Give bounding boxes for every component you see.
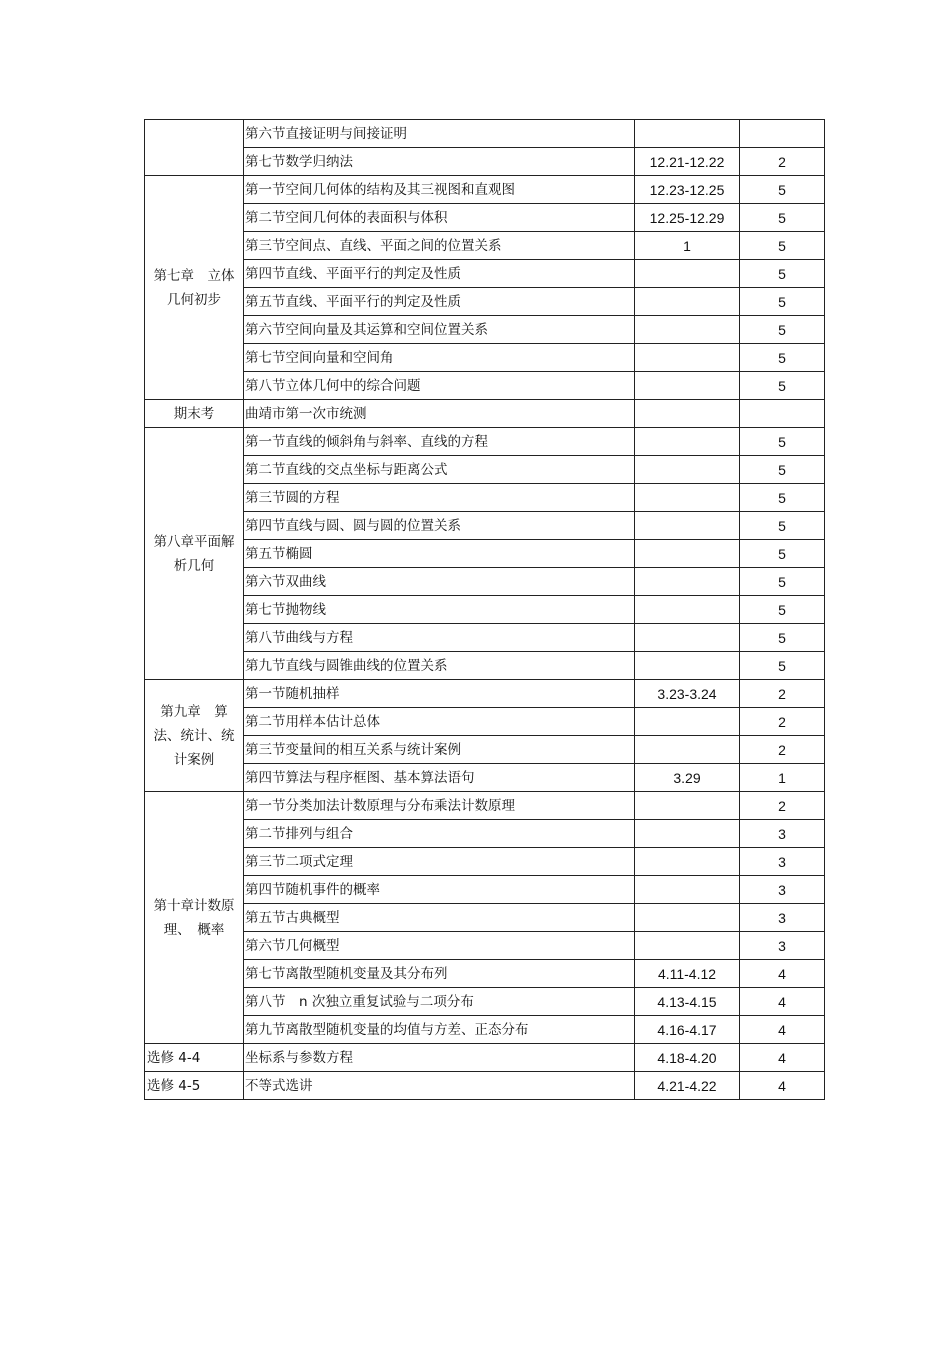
topic-cell: 第七节抛物线 [244, 596, 635, 624]
topic-cell: 第五节椭圆 [244, 540, 635, 568]
date-cell [635, 820, 740, 848]
chapter-label: 第十章计数原理、 概率 [153, 897, 235, 938]
hours-cell: 4 [740, 1072, 825, 1100]
topic-cell: 曲靖市第一次市统测 [244, 400, 635, 428]
hours-cell: 5 [740, 428, 825, 456]
chapter-label: 第七章 立体几何初步 [153, 267, 235, 308]
chapter-cell [145, 428, 244, 680]
hours-cell: 3 [740, 904, 825, 932]
table-row [145, 596, 825, 624]
table-row [145, 848, 825, 876]
table-row [145, 148, 825, 176]
topic-cell: 不等式选讲 [244, 1072, 635, 1100]
hours-cell: 5 [740, 316, 825, 344]
topic-cell: 第三节变量间的相互关系与统计案例 [244, 736, 635, 764]
topic-cell: 第七节空间向量和空间角 [244, 344, 635, 372]
date-cell: 12.25-12.29 [635, 204, 740, 232]
hours-cell: 3 [740, 848, 825, 876]
chapter-cell [145, 1072, 244, 1100]
hours-cell: 5 [740, 344, 825, 372]
table-row [145, 652, 825, 680]
date-cell [635, 736, 740, 764]
hours-cell: 4 [740, 1016, 825, 1044]
table-row [145, 680, 825, 708]
hours-cell: 4 [740, 960, 825, 988]
date-cell [635, 120, 740, 148]
schedule-body [145, 120, 825, 1100]
chapter-cell [145, 120, 244, 176]
topic-cell: 第九节离散型随机变量的均值与方差、正态分布 [244, 1016, 635, 1044]
hours-cell: 2 [740, 148, 825, 176]
hours-cell: 4 [740, 988, 825, 1016]
table-row [145, 1072, 825, 1100]
chapter-label: 第九章 算法、统计、统计案例 [153, 703, 235, 768]
topic-cell: 第一节直线的倾斜角与斜率、直线的方程 [244, 428, 635, 456]
date-cell [635, 932, 740, 960]
topic-cell: 第四节直线与圆、圆与圆的位置关系 [244, 512, 635, 540]
table-row [145, 204, 825, 232]
date-cell [635, 652, 740, 680]
date-cell [635, 568, 740, 596]
hours-cell: 5 [740, 456, 825, 484]
hours-cell: 2 [740, 792, 825, 820]
hours-cell: 5 [740, 232, 825, 260]
table-row [145, 428, 825, 456]
topic-cell: 第三节空间点、直线、平面之间的位置关系 [244, 232, 635, 260]
topic-cell: 第三节二项式定理 [244, 848, 635, 876]
table-row [145, 960, 825, 988]
hours-cell: 2 [740, 708, 825, 736]
date-cell [635, 540, 740, 568]
date-cell: 12.21-12.22 [635, 148, 740, 176]
date-cell [635, 400, 740, 428]
date-cell: 3.23-3.24 [635, 680, 740, 708]
date-cell: 12.23-12.25 [635, 176, 740, 204]
hours-cell: 5 [740, 540, 825, 568]
date-cell [635, 512, 740, 540]
date-cell: 4.16-4.17 [635, 1016, 740, 1044]
schedule-table [144, 119, 825, 1100]
topic-cell: 第二节用样本估计总体 [244, 708, 635, 736]
date-cell: 4.21-4.22 [635, 1072, 740, 1100]
chapter-label: 第八章平面解析几何 [153, 533, 235, 574]
hours-cell: 5 [740, 260, 825, 288]
table-row [145, 904, 825, 932]
topic-cell: 第四节算法与程序框图、基本算法语句 [244, 764, 635, 792]
date-cell [635, 372, 740, 400]
date-cell: 4.11-4.12 [635, 960, 740, 988]
table-row [145, 512, 825, 540]
hours-cell: 5 [740, 652, 825, 680]
hours-cell: 5 [740, 484, 825, 512]
topic-cell: 第八节 n 次独立重复试验与二项分布 [244, 988, 635, 1016]
table-row [145, 1016, 825, 1044]
hours-cell: 3 [740, 876, 825, 904]
table-row [145, 820, 825, 848]
hours-cell: 5 [740, 176, 825, 204]
date-cell: 3.29 [635, 764, 740, 792]
chapter-cell [145, 1044, 244, 1072]
date-cell [635, 596, 740, 624]
table-row [145, 232, 825, 260]
topic-cell: 第六节双曲线 [244, 568, 635, 596]
topic-cell: 第六节空间向量及其运算和空间位置关系 [244, 316, 635, 344]
topic-cell: 第四节直线、平面平行的判定及性质 [244, 260, 635, 288]
table-row [145, 764, 825, 792]
table-row [145, 372, 825, 400]
chapter-label: 选修 4-4 [147, 1049, 201, 1066]
topic-cell: 第九节直线与圆锥曲线的位置关系 [244, 652, 635, 680]
topic-cell: 第八节曲线与方程 [244, 624, 635, 652]
topic-cell: 第二节直线的交点坐标与距离公式 [244, 456, 635, 484]
topic-cell: 第三节圆的方程 [244, 484, 635, 512]
table-row [145, 708, 825, 736]
chapter-cell [145, 400, 244, 428]
date-cell: 4.18-4.20 [635, 1044, 740, 1072]
topic-cell: 第七节离散型随机变量及其分布列 [244, 960, 635, 988]
date-cell [635, 456, 740, 484]
date-cell [635, 876, 740, 904]
topic-cell: 第六节几何概型 [244, 932, 635, 960]
topic-cell: 第八节立体几何中的综合问题 [244, 372, 635, 400]
topic-cell: 第五节直线、平面平行的判定及性质 [244, 288, 635, 316]
table-row [145, 484, 825, 512]
table-row [145, 568, 825, 596]
chapter-label: 选修 4-5 [147, 1077, 201, 1094]
table-row [145, 456, 825, 484]
table-row [145, 736, 825, 764]
hours-cell: 2 [740, 680, 825, 708]
table-row [145, 792, 825, 820]
chapter-cell [145, 176, 244, 400]
table-row [145, 400, 825, 428]
date-cell [635, 288, 740, 316]
table-row [145, 1044, 825, 1072]
table-row [145, 316, 825, 344]
chapter-cell [145, 792, 244, 1044]
table-row [145, 120, 825, 148]
table-row [145, 624, 825, 652]
hours-cell: 4 [740, 1044, 825, 1072]
topic-cell: 第一节空间几何体的结构及其三视图和直观图 [244, 176, 635, 204]
date-cell [635, 484, 740, 512]
topic-cell: 坐标系与参数方程 [244, 1044, 635, 1072]
date-cell [635, 904, 740, 932]
table-row [145, 540, 825, 568]
hours-cell [740, 120, 825, 148]
topic-cell: 第五节古典概型 [244, 904, 635, 932]
hours-cell: 3 [740, 932, 825, 960]
topic-cell: 第七节数学归纳法 [244, 148, 635, 176]
hours-cell: 5 [740, 288, 825, 316]
topic-cell: 第二节排列与组合 [244, 820, 635, 848]
topic-cell: 第四节随机事件的概率 [244, 876, 635, 904]
date-cell: 1 [635, 232, 740, 260]
chapter-cell [145, 680, 244, 792]
hours-cell: 5 [740, 624, 825, 652]
date-cell [635, 848, 740, 876]
date-cell [635, 316, 740, 344]
topic-cell: 第二节空间几何体的表面积与体积 [244, 204, 635, 232]
date-cell [635, 624, 740, 652]
hours-cell: 5 [740, 568, 825, 596]
date-cell [635, 260, 740, 288]
chapter-label: 期末考 [173, 405, 215, 422]
topic-cell: 第六节直接证明与间接证明 [244, 120, 635, 148]
date-cell [635, 708, 740, 736]
topic-cell: 第一节分类加法计数原理与分布乘法计数原理 [244, 792, 635, 820]
table-row [145, 288, 825, 316]
hours-cell: 1 [740, 764, 825, 792]
table-row [145, 344, 825, 372]
table-row [145, 176, 825, 204]
date-cell [635, 428, 740, 456]
table-row [145, 876, 825, 904]
date-cell [635, 792, 740, 820]
hours-cell [740, 400, 825, 428]
hours-cell: 5 [740, 372, 825, 400]
table-row [145, 988, 825, 1016]
table-row [145, 260, 825, 288]
date-cell [635, 344, 740, 372]
table-row [145, 932, 825, 960]
hours-cell: 5 [740, 204, 825, 232]
hours-cell: 5 [740, 596, 825, 624]
hours-cell: 3 [740, 820, 825, 848]
hours-cell: 5 [740, 512, 825, 540]
date-cell: 4.13-4.15 [635, 988, 740, 1016]
hours-cell: 2 [740, 736, 825, 764]
topic-cell: 第一节随机抽样 [244, 680, 635, 708]
